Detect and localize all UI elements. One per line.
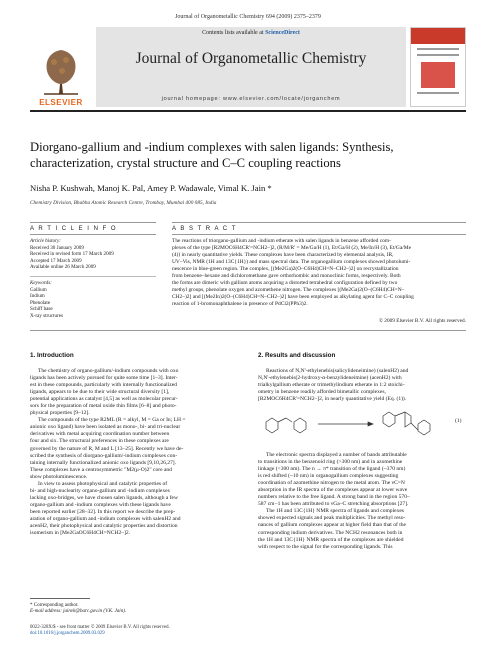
doi-link[interactable]: doi:10.1016/j.jorganchem.2009.03.029 [30, 631, 105, 636]
affiliation: Chemistry Division, Bhabha Atomic Research Centre, Trombay, Mumbai 400 085, India [30, 200, 217, 206]
introduction-body: The chemistry of organo-gallium/-indium compounds with oxo ligands has been actively pursued for quite some time [1–3]. Inter- est in these compounds, particularly with internally functionalized ligands, appears to be due to their wide structural diversity [1], potential applications as catalyst [4,5] as well as molecular precur- sors for the preparation of metal oxide thin films [6–8] and photo- physical properties [9–12]. The compounds of the type R2ML (R = alkyl, M = Ga or In; LH = anionic oxo ligand) have been isolated as mono-, bi- and tri-nuclear derivatives with metal acquiring coordination number between four and six. The structural preferences in these complexes are governed by the nature of R, M and L [13–25]. Recently we have de- scribed the synthesis of diorgano-gallium/-indium complexes con- taining internally functionalized anionic oxo ligands [9,10,26,27]. These complexes have a centrosymmetric "M2(μ-O)2" core and show photoluminescence. In view to assess photophysical and catalytic properties of bi- and high-nuclearity organo-gallium and -indium complexes lacking oxo-bridges, we have chosen salen ligands, although a few organo-gallium and -indium complexes with these ligands have been reported earlier [28–32]. In this report we describe the prep- aration of organo-gallium and -indium complexes with salenH2 and acenH2, their photophysical and catalytic properties and distortion isomerism in [Me2GaOC6H4CH=NCH2–]2. [30, 368, 186, 537]
journal-title: Journal of Organometallic Chemistry [135, 50, 367, 67]
reaction-arrow [318, 422, 373, 426]
cover-band [411, 28, 465, 44]
publisher-name: ELSEVIER [39, 98, 83, 107]
ligand-structure [266, 418, 306, 433]
publication-info: 0022-328X/$ - see front matter © 2009 Elsevier B.V. All rights reserved. doi:10.1016/j.jorganchem.2009.03.029 [30, 625, 330, 637]
article-title: Diorgano-gallium and -indium complexes with salen ligands: Synthesis, characterization, crystal structure and C–C coupling reactions [30, 140, 394, 170]
article-history: Article history: Received 30 January 2009 Received in revised form 17 March 2009 Accepted 17 March 2009 Available online 26 March 2009 [30, 238, 114, 270]
elsevier-tree-icon [38, 44, 84, 96]
front-matter-rule [30, 330, 466, 331]
abstract-rule [172, 222, 466, 223]
journal-reference: Journal of Organometallic Chemistry 694 (2009) 2375–2379 [175, 14, 321, 20]
footnote-rule [30, 598, 90, 599]
abstract-body: The reactions of triorgano-gallium and -indium etherate with salen ligands in benzene afforded com- plexes of the type [R2MOC6H4CR'=NCH2–]2, (R/M/R' = Me/Ga/H (1), Et/Ga/H (2), Me/In/H (3), Et/Ga/Me (4)) in nearly quantitative yields. These complexes have been characterized by elemental analysis, IR, UV–Vis, NMR (1H and 13C{1H}) and mass spectral data. The organogallium complexes showed photolumi- nescence in blue-green region. The complex, [(Me2Ga)2(O–C6H4)CH=N–CH2–)2] on recrystallization from benzene–hexane and dichloromethane gave orthorhombic and monoclinic forms, respectively. Both the forms are dimeric with gallium atoms acquiring a distorted tetrahedral configuration defined by two methyl groups, phenolate oxygen and azomethene nitrogen. The complexes [(Me2Ga)2(O–(C6H4)CH=N– CH2–)2] and [(Me2In)2(O–(C6H4)CH=N–CH2–)2] have been employed as alkylating agent for C–C coupling reaction of 1-bromonaphthalene in presence of PdCl2(PPh3)2. [172, 238, 414, 308]
contents-line: Contents lists available at ScienceDirect [202, 30, 300, 36]
abstract-heading: A B S T R A C T [172, 226, 237, 232]
footnote: * Corresponding author. E-mail address: jainvk@barc.gov.in (V.K. Jain). [30, 603, 238, 615]
introduction-heading: 1. Introduction [30, 352, 74, 359]
article-info-rule [30, 222, 156, 223]
results-body-bottom: The electronic spectra displayed a number of bands attributable to transitions in the benzenoid ring (>300 nm) and in azomethine linkage (<300 nm). The n → π* transition of the ligand (~370 nm) is red shifted (~10 nm) in organogallium complexes suggesting coordination of azomethine nitrogen to the metal atom. The νC=N absorption in the IR spectra of the complexes appear at lower wave numbers relative to the free ligand. A strong band in the region 570– 587 cm−1 has been attributed to νGa–C stretching absorptions [27]. The 1H and 13C{1H} NMR spectra of ligands and complexes showed expected signals and peak multiplicities. The methyl reso- nances of gallium complexes appear at higher field than that of the corresponding indium derivatives. The NCH2 resonances both in the 1H and 13C{1H} NMR spectra of the complexes are shielded with respect to the signal for the corresponding ligands. This [258, 452, 410, 550]
keywords: Keywords: Gallium Indium Phenolate Schiff base X-ray structures [30, 280, 63, 319]
header-divider [30, 110, 466, 112]
article-info-heading: A R T I C L E I N F O [30, 226, 118, 232]
journal-homepage-link[interactable]: journal homepage: www.elsevier.com/locate/jorganchem [161, 96, 341, 102]
elsevier-logo[interactable] [30, 27, 92, 107]
cover-illustration [421, 62, 455, 88]
product-structure [383, 412, 430, 435]
reaction-scheme-figure [258, 402, 458, 442]
copyright-notice: © 2009 Elsevier B.V. All rights reserved. [378, 318, 466, 324]
author-list: Nisha P. Kushwah, Manoj K. Pal, Amey P. Wadawale, Vimal K. Jain * [30, 183, 272, 193]
journal-cover-image [410, 27, 466, 107]
sciencedirect-link[interactable]: ScienceDirect [265, 30, 300, 36]
corresponding-email[interactable]: E-mail address: jainvk@barc.gov.in (V.K. Jain). [30, 609, 127, 615]
results-body-top: Reactions of N,N'-ethylenebis(salicylideneimine) (salenH2) and N,N'-ethylenebis(2-hydroxy-α-benzylideneimine) (acenH2) with trialkylgallium etherate or trimethylindium etherate in 1:2 stoichi- ometry in benzene readily afforded bimetallic complexes, [R2MOC6H4CR'=NCH2–]2, in nearly quantitative yield (Eq. (1)). [258, 368, 409, 403]
results-heading: 2. Results and discussion [258, 352, 336, 359]
equation-number: (1) [455, 418, 462, 424]
